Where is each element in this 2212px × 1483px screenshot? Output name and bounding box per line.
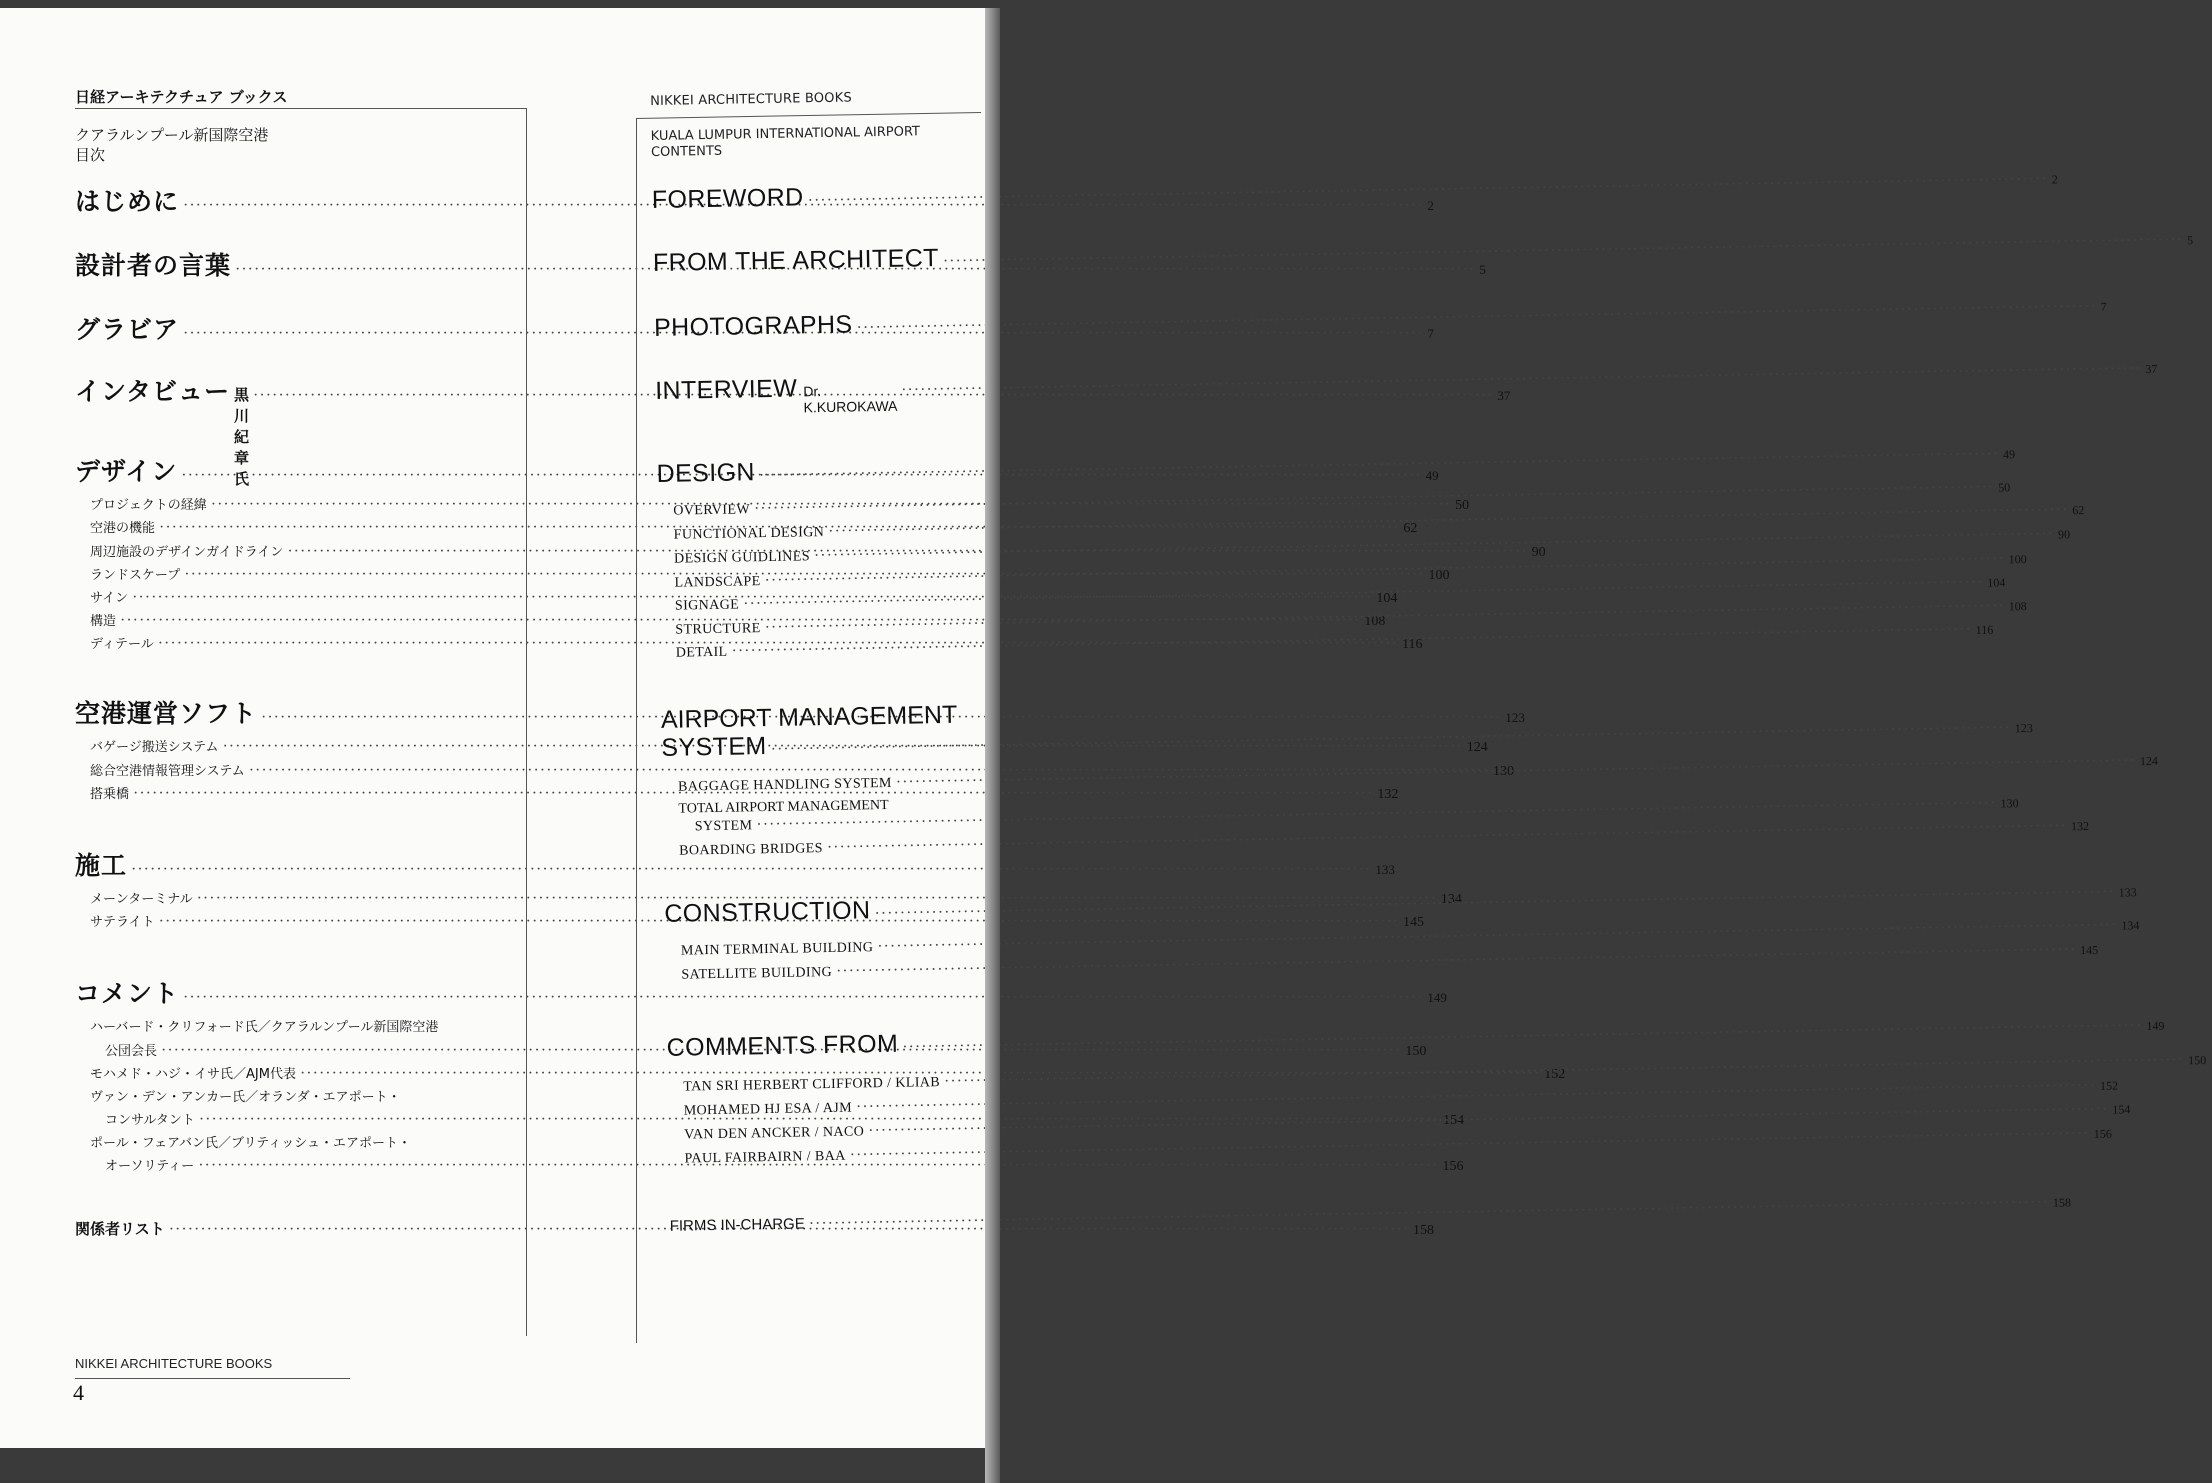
toc-subentry-page: 134 bbox=[2121, 918, 2140, 933]
toc-subentry-label: MOHAMED HJ ESA / AJM bbox=[683, 1100, 853, 1119]
book-title-en bbox=[651, 123, 987, 161]
toc-page: 158 bbox=[2052, 1195, 2071, 1210]
toc-subentry-page: 154 bbox=[1443, 1113, 1465, 1128]
toc-subentry-label: LANDSCAPE bbox=[674, 574, 761, 591]
toc-entry-firms[interactable] bbox=[669, 1195, 2071, 1236]
toc-subentry-page: 104 bbox=[1376, 591, 1398, 606]
toc-subentry-page: 150 bbox=[1405, 1044, 1427, 1059]
toc-subentry-label: オーソリティー bbox=[105, 1159, 195, 1174]
leader-dots bbox=[901, 360, 2141, 400]
toc-subentry-label: ランドスケープ bbox=[90, 568, 181, 583]
toc-subentry-label: DETAIL bbox=[675, 644, 728, 661]
toc-subentry-page: 108 bbox=[1364, 614, 1386, 629]
toc-subentry-line: ハーバード・クリフォード氏／クアラルンプール新国際空港 bbox=[90, 1020, 439, 1035]
toc-subentry[interactable] bbox=[90, 1063, 1566, 1083]
toc-page: 2 bbox=[2051, 172, 2058, 187]
contents-label-jp: 目次 bbox=[75, 146, 106, 164]
toc-subentry-label: 公団会長 bbox=[105, 1044, 158, 1059]
toc-title: 関係者リスト bbox=[75, 1220, 165, 1238]
toc-subentry[interactable] bbox=[90, 888, 1462, 908]
toc-subentry-page: 130 bbox=[2000, 796, 2019, 811]
toc-page: 149 bbox=[1427, 990, 1447, 1005]
toc-title: コメント bbox=[75, 979, 180, 1008]
toc-title: PHOTOGRAPHS bbox=[653, 310, 853, 342]
toc-subentry-page: 50 bbox=[1455, 498, 1470, 513]
leader-dots bbox=[943, 231, 2183, 271]
toc-page: 123 bbox=[2014, 720, 2033, 736]
series-title-jp: 日経アーキテクチュア ブックス bbox=[75, 88, 288, 106]
toc-subentry-page: 108 bbox=[2008, 599, 2027, 614]
toc-subentry-label: TAN SRI HERBERT CLIFFORD / KLIAB bbox=[683, 1075, 941, 1095]
toc-title: DESIGN bbox=[656, 458, 756, 488]
toc-subentry-label: DESIGN GUIDLINES bbox=[673, 549, 811, 567]
toc-subentry-page: 150 bbox=[2188, 1052, 2207, 1068]
toc-subentry-page: 104 bbox=[1987, 575, 2006, 590]
page-edge-shadow bbox=[985, 8, 1000, 1483]
toc-title: 空港運営ソフト bbox=[75, 699, 258, 728]
left-header-rule bbox=[75, 108, 527, 109]
book-title-en-line1: KUALA LUMPUR INTERNATIONAL AIRPORT bbox=[650, 124, 921, 144]
left-column-rule bbox=[526, 108, 527, 1336]
toc-subentry-label: ディテール bbox=[90, 637, 154, 652]
toc-subentry-page: 130 bbox=[1493, 764, 1515, 779]
toc-subentry-label: メーンターミナル bbox=[90, 892, 193, 907]
leader-dots bbox=[896, 752, 2136, 792]
toc-subentry[interactable] bbox=[90, 760, 1515, 780]
toc-subentry-page: 145 bbox=[1402, 915, 1424, 930]
toc-subentry-label: プロジェクトの経緯 bbox=[90, 498, 207, 513]
toc-page: 158 bbox=[1413, 1223, 1435, 1238]
leader-dots bbox=[856, 298, 2096, 338]
toc-title: SYSTEM bbox=[661, 732, 767, 762]
toc-entry-architect[interactable] bbox=[652, 233, 2194, 278]
toc-subentry-page: 156 bbox=[2093, 1126, 2112, 1141]
toc-subentry-page: 132 bbox=[2070, 818, 2090, 834]
toc-title: COMMENTS FROM bbox=[666, 1029, 899, 1062]
page-number: 4 bbox=[73, 1380, 84, 1405]
toc-title-line: AIRPORT MANAGEMENT bbox=[660, 700, 958, 734]
toc-subentry-page: 124 bbox=[1466, 740, 1488, 755]
leader-dots bbox=[902, 1017, 2142, 1057]
toc-title: はじめに bbox=[75, 187, 180, 216]
toc-title: INTERVIEW bbox=[654, 374, 798, 405]
toc-subentry-label: 構造 bbox=[90, 614, 117, 629]
toc-subentry-label: バゲージ搬送システム bbox=[90, 740, 219, 755]
footer-rule bbox=[75, 1378, 350, 1379]
toc-subentry-label: SATELLITE BUILDING bbox=[681, 964, 833, 983]
toc-page: 5 bbox=[1479, 262, 1486, 277]
toc-entry-interview[interactable] bbox=[654, 361, 2158, 418]
toc-subentry-line: ヴァン・デン・アンカー氏／オランダ・エアポート・ bbox=[90, 1090, 401, 1105]
toc-entry-photographs[interactable] bbox=[653, 299, 2107, 343]
toc-subentry-label: PAUL FAIRBAIRN / BAA bbox=[684, 1148, 846, 1167]
toc-subentry-page: 50 bbox=[1997, 480, 2011, 495]
toc-page: 123 bbox=[1505, 710, 1525, 725]
toc-subentry-label: SYSTEM bbox=[694, 818, 753, 835]
toc-subentry-page: 100 bbox=[2008, 552, 2027, 567]
toc-subentry-page: 152 bbox=[2099, 1078, 2119, 1093]
contents-label-en: CONTENTS bbox=[650, 143, 723, 160]
toc-subentry-label: STRUCTURE bbox=[675, 621, 761, 638]
toc-subentry-label: 総合空港情報管理システム bbox=[90, 764, 245, 779]
toc-subentry-label: SIGNAGE bbox=[674, 597, 740, 614]
toc-subentry-page: 116 bbox=[1402, 637, 1423, 652]
toc-page: 37 bbox=[1497, 388, 1511, 403]
toc-subentry-line: TOTAL AIRPORT MANAGEMENT bbox=[678, 797, 889, 817]
toc-subentry-label: 搭乗橋 bbox=[90, 787, 130, 802]
series-title-en: NIKKEI ARCHITECTURE BOOKS bbox=[650, 90, 852, 109]
toc-page: 7 bbox=[2100, 299, 2107, 314]
toc-page: 49 bbox=[2002, 447, 2016, 462]
toc-subentry-page: 134 bbox=[1440, 892, 1462, 907]
toc-page: 49 bbox=[1425, 468, 1439, 483]
toc-subentry-label: サテライト bbox=[90, 915, 155, 930]
toc-subentry-label: モハメド・ハジ・イサ氏／AJM代表 bbox=[90, 1067, 296, 1082]
toc-page: 7 bbox=[1427, 326, 1434, 341]
toc-subtitle: Dr. K.KUROKAWA bbox=[803, 383, 898, 416]
toc-title: FOREWORD bbox=[651, 183, 804, 214]
toc-page: 5 bbox=[2186, 233, 2194, 248]
toc-subentry-page: 90 bbox=[2057, 527, 2071, 542]
toc-title: デザイン bbox=[75, 457, 178, 486]
toc-subentry-page: 154 bbox=[2112, 1102, 2131, 1117]
toc-subentry-page: 90 bbox=[1531, 545, 1546, 560]
toc-subentry-label: OVERVIEW bbox=[673, 502, 751, 519]
toc-subentry-page: 100 bbox=[1428, 568, 1450, 583]
footer-series-title: NIKKEI ARCHITECTURE BOOKS bbox=[75, 1356, 273, 1371]
toc-english bbox=[650, 88, 2207, 1354]
toc-subentry-page: 132 bbox=[1377, 787, 1399, 802]
page-sheet bbox=[0, 8, 2207, 1448]
toc-page: 133 bbox=[1375, 862, 1395, 877]
toc-page: 133 bbox=[2118, 885, 2137, 900]
book-title-jp bbox=[75, 125, 500, 165]
toc-page: 2 bbox=[1427, 198, 1434, 213]
toc-title: グラビア bbox=[75, 315, 180, 344]
toc-entry-foreword[interactable] bbox=[651, 172, 2058, 215]
toc-subentry-label: BOARDING BRIDGES bbox=[679, 841, 824, 859]
toc-subentry-page: 62 bbox=[2072, 503, 2085, 518]
toc-subentry-page: 152 bbox=[1544, 1067, 1566, 1082]
toc-title: インタビュー bbox=[75, 377, 231, 406]
toc-title: 設計者の言葉 bbox=[75, 251, 232, 280]
toc-subentry-line: ポール・フェアバン氏／ブリティッシュ・エアポート・ bbox=[90, 1136, 411, 1151]
toc-subentry-label: コンサルタント bbox=[105, 1113, 195, 1128]
right-column-rule bbox=[636, 118, 637, 1343]
book-title-jp-line1: クアラルンプール新国際空港 bbox=[75, 126, 269, 144]
toc-page: 149 bbox=[2146, 1018, 2165, 1034]
toc-subentry-page: 156 bbox=[1442, 1159, 1464, 1174]
toc-subentry-label: 周辺施設のデザインガイドライン bbox=[90, 545, 284, 560]
toc-subentry-label: BAGGAGE HANDLING SYSTEM bbox=[677, 775, 892, 795]
toc-subentry-page: 145 bbox=[2080, 942, 2099, 958]
toc-title: CONSTRUCTION bbox=[664, 896, 871, 928]
toc-subentry-label: MAIN TERMINAL BUILDING bbox=[680, 940, 874, 959]
toc-page: 37 bbox=[2145, 361, 2158, 376]
toc-subentry-page: 116 bbox=[1975, 622, 1994, 637]
toc-subentry-page: 62 bbox=[1403, 521, 1418, 536]
toc-subentry[interactable] bbox=[673, 480, 2011, 520]
toc-entry-comments[interactable] bbox=[75, 974, 1447, 1010]
toc-title: 施工 bbox=[75, 851, 128, 880]
toc-subentry-label: 空港の機能 bbox=[90, 521, 156, 536]
toc-title: FIRMS IN-CHARGE bbox=[669, 1215, 805, 1235]
toc-subentry-label: FUNCTIONAL DESIGN bbox=[673, 525, 825, 543]
toc-title: FROM THE ARCHITECT bbox=[652, 243, 940, 277]
toc-subentry-label: VAN DEN ANCKER / NACO bbox=[684, 1124, 865, 1143]
toc-subentry-page: 124 bbox=[2139, 753, 2159, 769]
toc-subentry-label: サイン bbox=[90, 591, 129, 606]
toc-subtitle: 黒川 紀章氏 bbox=[234, 386, 250, 488]
